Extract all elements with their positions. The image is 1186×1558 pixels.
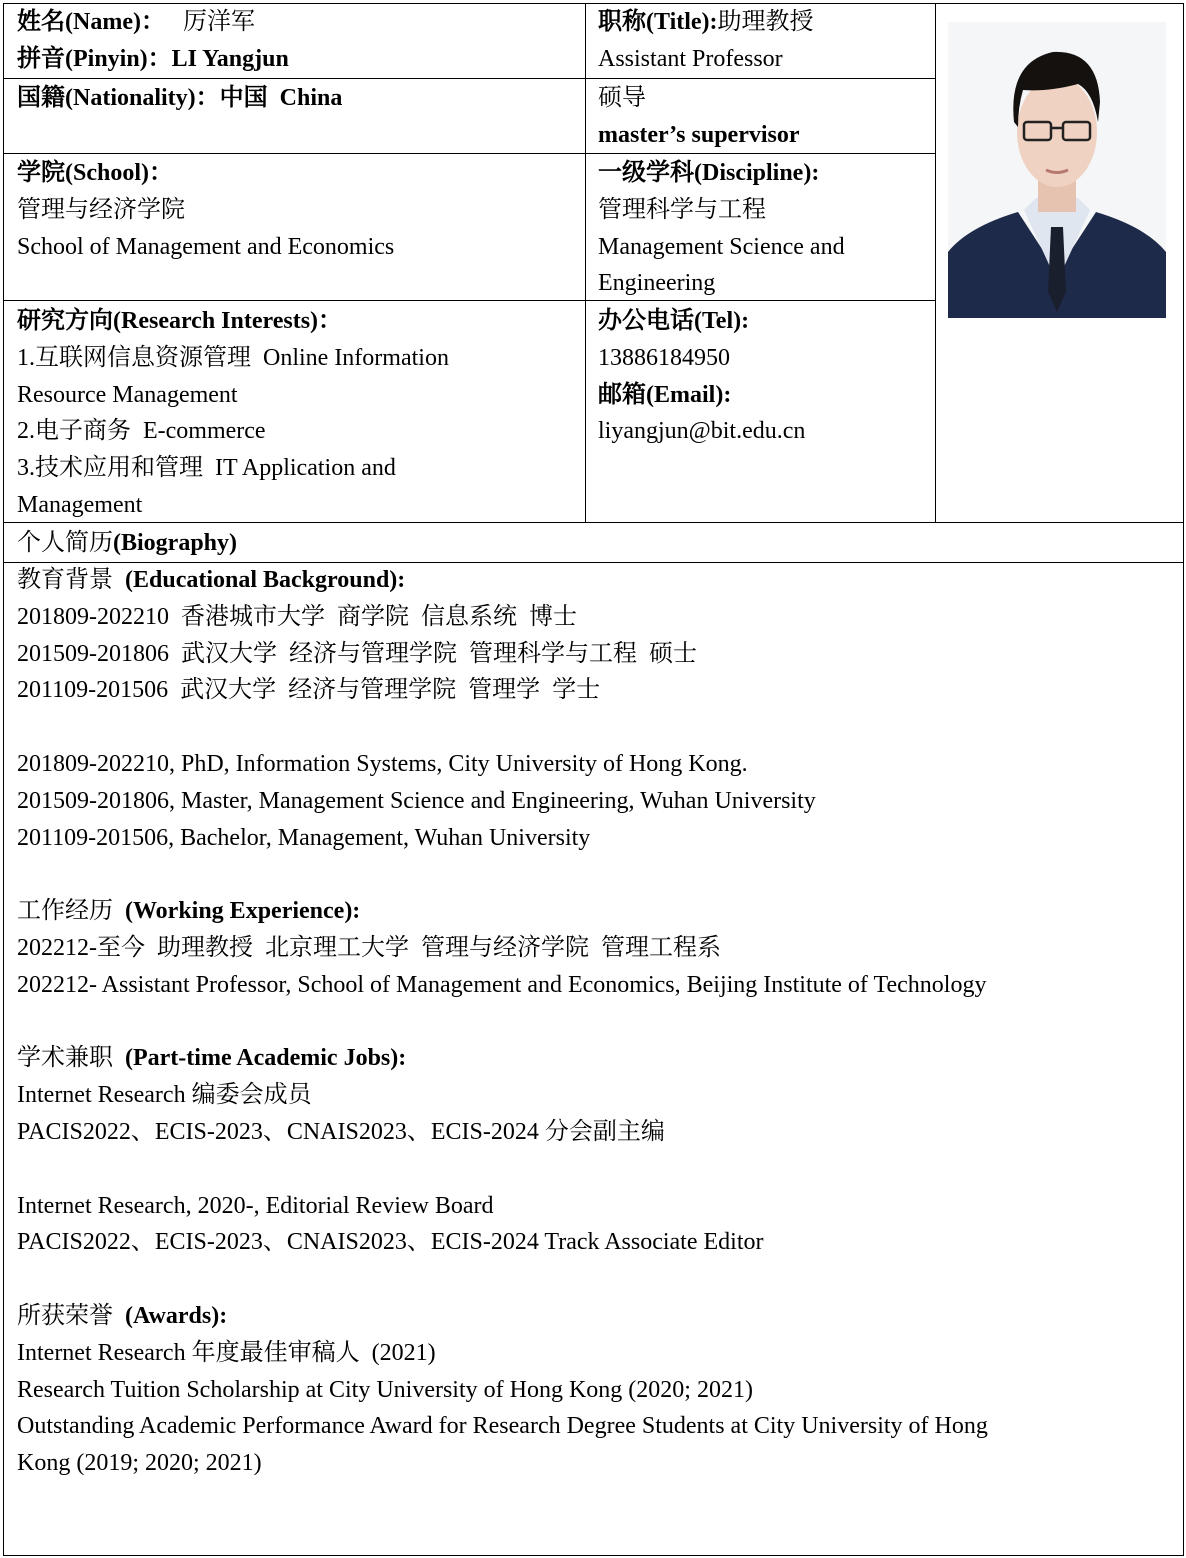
- profile-photo: [948, 22, 1166, 318]
- bold-text: 姓名(Name)：: [17, 9, 165, 35]
- text: 2.电子商务 E-commerce: [17, 418, 266, 445]
- text-line: [17, 155, 394, 192]
- text-line: [17, 967, 988, 1004]
- text: 工作经历: [17, 898, 125, 925]
- text-line: [17, 487, 449, 524]
- text: School of Management and Economics: [17, 233, 395, 260]
- bio-title-cn: 个人简历: [17, 530, 113, 556]
- text-line: [598, 229, 845, 266]
- bold-text: 邮箱(Email):: [598, 381, 732, 408]
- table-border-left: [3, 3, 4, 1556]
- discipline-cell: [598, 155, 845, 302]
- row-divider: [3, 78, 935, 79]
- text-line: [17, 80, 342, 117]
- text-line: [17, 1040, 988, 1077]
- text-line: [17, 1224, 988, 1261]
- bio-title-en: (Biography): [113, 530, 238, 556]
- text: 201509-201806, Master, Management Science and Engineering, Wuhan University: [17, 787, 816, 814]
- text: 201509-201806 武汉大学 经济与管理学院 管理科学与工程 硕士: [17, 640, 697, 667]
- bold-text: 一级学科(Discipline):: [598, 160, 820, 186]
- text-line: [17, 562, 988, 599]
- text-line: [17, 1372, 988, 1409]
- text: Internet Research 年度最佳审稿人 (2021): [17, 1339, 436, 1366]
- text-line: [17, 340, 449, 377]
- text: Management: [17, 491, 143, 518]
- text: Engineering: [598, 270, 716, 297]
- text-line: [17, 893, 988, 930]
- bold-text: 拼音(Pinyin)：LI Yangjun: [17, 45, 289, 72]
- text: 13886184950: [598, 344, 730, 371]
- text-line: [17, 1335, 988, 1372]
- text-line: [17, 377, 449, 414]
- text-line: [598, 155, 845, 192]
- text-line: [598, 192, 845, 229]
- text: 201109-201506, Bachelor, Management, Wuhan University: [17, 824, 591, 851]
- text: 管理与经济学院: [17, 196, 185, 223]
- text-line: [598, 80, 800, 117]
- text-line: [17, 192, 394, 229]
- text-line: [598, 41, 814, 78]
- title-cell: [598, 4, 814, 78]
- name-cell: [17, 4, 289, 78]
- text-line: [17, 1445, 988, 1482]
- bold-text: 国籍(Nationality)：中国 China: [17, 85, 343, 111]
- bold-text: 研究方向(Research Interests)：: [17, 308, 343, 334]
- text-line: [17, 41, 289, 78]
- text-line: [598, 117, 800, 154]
- bold-text: master’s supervisor: [598, 121, 800, 148]
- text: 202212-至今 助理教授 北京理工大学 管理与经济学院 管理工程系: [17, 934, 721, 961]
- table-border-right: [1183, 3, 1184, 1556]
- text-line: [17, 1151, 988, 1188]
- text: Internet Research, 2020-, Editorial Review Board: [17, 1192, 494, 1219]
- text-line: [17, 1298, 988, 1335]
- text-line: [17, 930, 988, 967]
- text-line: [17, 1408, 988, 1445]
- text: 202212- Assistant Professor, School of Management and Economics, Beijing Institute of Technology: [17, 971, 987, 998]
- text-line: [17, 856, 988, 893]
- text-line: [17, 1114, 988, 1151]
- supervisor-cell: [598, 80, 800, 154]
- text: Assistant Professor: [598, 45, 783, 72]
- biography-title: [17, 525, 237, 562]
- text-line: [17, 746, 988, 783]
- text: PACIS2022、ECIS-2023、CNAIS2023、ECIS-2024 Track Associate Editor: [17, 1229, 764, 1256]
- text-line: [17, 820, 988, 857]
- contact-cell: [598, 303, 805, 450]
- bold-text: (Educational Background):: [125, 567, 406, 593]
- text: Internet Research 编委会成员: [17, 1082, 312, 1109]
- research-interests-cell: [17, 303, 449, 524]
- text-line: [17, 229, 394, 266]
- bold-text: (Part-time Academic Jobs):: [125, 1045, 407, 1072]
- biography-body: [17, 562, 988, 1482]
- text: 学术兼职: [17, 1045, 125, 1072]
- biography-header: [17, 525, 237, 562]
- text: liyangjun@bit.edu.cn: [598, 418, 806, 445]
- bold-text: (Awards):: [125, 1302, 228, 1329]
- text: 硕导: [598, 85, 646, 111]
- text-line: [598, 377, 805, 414]
- text: Outstanding Academic Performance Award for Research Degree Students at City University of Hong: [17, 1413, 988, 1440]
- table-border-bottom: [3, 1555, 1184, 1556]
- text-line: [598, 340, 805, 377]
- text: 管理科学与工程: [598, 196, 766, 223]
- text: Kong (2019; 2020; 2021): [17, 1450, 262, 1477]
- bold-text: (Working Experience):: [125, 898, 361, 925]
- text-line: [598, 413, 805, 450]
- text-line: [17, 1188, 988, 1225]
- text-line: [17, 4, 289, 41]
- bold-text: 职称(Title):: [598, 9, 718, 35]
- text-line: [598, 4, 814, 41]
- text-line: [17, 636, 988, 673]
- text: 1.互联网信息资源管理 Online Information: [17, 344, 449, 371]
- text: 3.技术应用和管理 IT Application and: [17, 455, 396, 482]
- text: Resource Management: [17, 381, 238, 408]
- text: 所获荣誉: [17, 1302, 125, 1329]
- text: 201809-202210, PhD, Information Systems, City University of Hong Kong.: [17, 750, 748, 777]
- text: 201809-202210 香港城市大学 商学院 信息系统 博士: [17, 603, 577, 630]
- text-line: [17, 599, 988, 636]
- text-line: [598, 303, 805, 340]
- text-line: [17, 709, 988, 746]
- nationality-cell: [17, 80, 342, 117]
- bold-text: 学院(School)：: [17, 160, 173, 186]
- text: 助理教授: [717, 9, 814, 35]
- column-divider: [935, 3, 936, 523]
- text-line: [17, 303, 449, 340]
- school-cell: [17, 155, 394, 265]
- text: 教育背景: [17, 567, 125, 593]
- text-line: [17, 1077, 988, 1114]
- text: PACIS2022、ECIS-2023、CNAIS2023、ECIS-2024 分会副主编: [17, 1118, 665, 1145]
- text-line: [17, 450, 449, 487]
- text-line: [17, 672, 988, 709]
- column-divider: [585, 3, 586, 523]
- text-line: [17, 783, 988, 820]
- text-line: [598, 265, 845, 302]
- bold-text: 办公电话(Tel):: [598, 308, 750, 334]
- text-line: [17, 413, 449, 450]
- text: Research Tuition Scholarship at City University of Hong Kong (2020; 2021): [17, 1376, 753, 1403]
- text: 201109-201506 武汉大学 经济与管理学院 管理学 学士: [17, 677, 601, 704]
- text: Management Science and: [598, 233, 845, 260]
- text-line: [17, 1004, 988, 1041]
- text-line: [17, 1261, 988, 1298]
- text: 厉洋军: [164, 9, 255, 35]
